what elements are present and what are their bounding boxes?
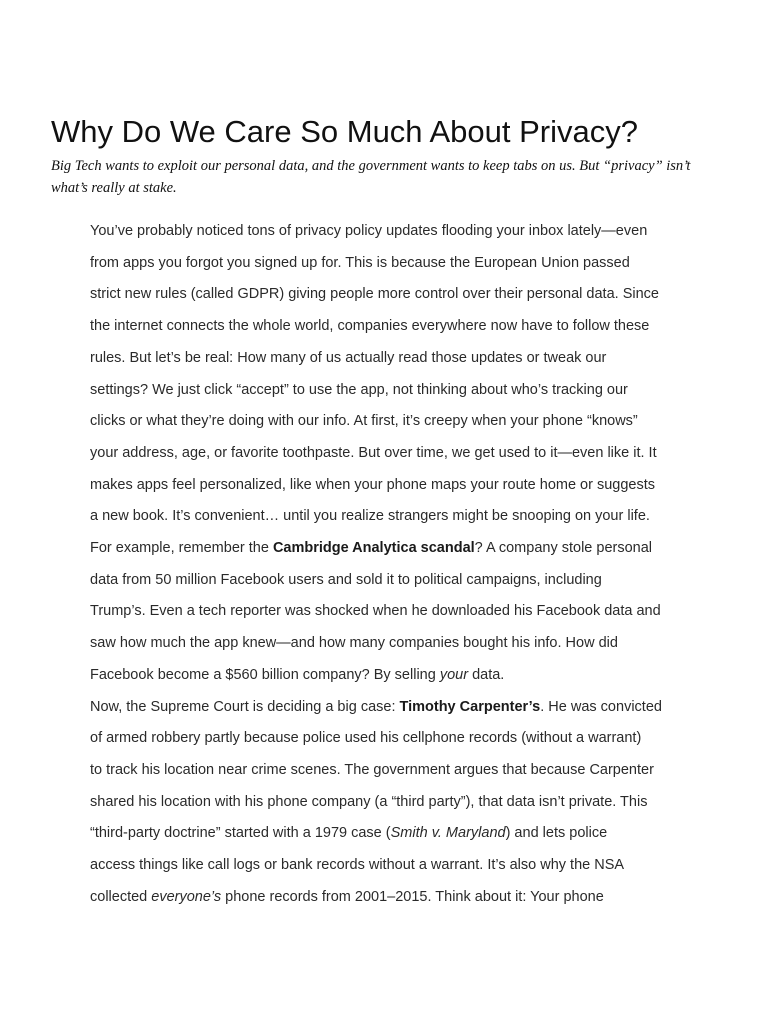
- body-line: rules. But let’s be real: How many of us actually read those updates or tweak our: [90, 349, 607, 366]
- body-text-segment: . He was convicted: [540, 698, 662, 715]
- body-text-segment: data.: [468, 666, 505, 683]
- body-text-segment: collected: [90, 888, 152, 905]
- timothy-carpenter-highlight: Timothy Carpenter’s: [399, 698, 541, 715]
- body-line: settings? We just click “accept” to use the app, not thinking about who’s tracking our: [90, 381, 628, 398]
- body-line: [90, 882, 690, 914]
- article-body: [90, 216, 690, 913]
- body-line: [90, 533, 690, 565]
- body-line: clicks or what they’re doing with our info. At first, it’s creepy when your phone “knows”: [90, 413, 638, 430]
- emphasis-everyones: everyone’s: [151, 888, 222, 905]
- body-line: saw how much the app knew—and how many companies bought his info. How did: [90, 635, 618, 652]
- body-line: [90, 660, 690, 692]
- body-line: strict new rules (called GDPR) giving people more control over their personal data. Since: [90, 286, 659, 303]
- body-text-segment: ? A company stole personal: [474, 540, 653, 557]
- body-line: a new book. It’s convenient… until you realize strangers might be snooping on your life.: [90, 508, 650, 525]
- body-line: [90, 692, 690, 724]
- body-text-segment: Now, the Supreme Court is deciding a big case:: [90, 698, 400, 715]
- body-line: makes apps feel personalized, like when your phone maps your route home or suggests: [90, 476, 656, 493]
- body-line: of armed robbery partly because police used his cellphone records (without a warrant): [90, 730, 642, 747]
- body-line: data from 50 million Facebook users and sold it to political campaigns, including: [90, 571, 602, 588]
- body-text-segment: ) and lets police: [505, 825, 608, 842]
- body-text-segment: For example, remember the: [90, 540, 273, 557]
- body-line: your address, age, or favorite toothpaste. But over time, we get used to it—even like it. It: [90, 444, 657, 461]
- body-text-segment: Facebook become a $560 billion company? By selling: [90, 666, 440, 683]
- body-text-segment: phone records from 2001–2015. Think about it: Your phone: [221, 888, 604, 905]
- article-title: Why Do We Care So Much About Privacy?: [51, 114, 638, 149]
- body-line: access things like call logs or bank records without a warrant. It’s also why the NSA: [90, 857, 625, 874]
- body-line: shared his location with his phone company (a “third party”), that data isn’t private. This: [90, 793, 648, 810]
- emphasis-your: your: [439, 666, 469, 683]
- body-text-segment: “third-party doctrine” started with a 1979 case (: [90, 825, 391, 842]
- case-name-smith-v-maryland: Smith v. Maryland: [390, 825, 506, 842]
- article-subtitle: Big Tech wants to exploit our personal data, and the government wants to keep tabs on us. But “privacy” isn’t what’s really at stake.: [51, 158, 691, 196]
- body-line: to track his location near crime scenes. The government argues that because Carpenter: [90, 761, 654, 778]
- body-line: Trump’s. Even a tech reporter was shocked when he downloaded his Facebook data and: [90, 603, 661, 620]
- cambridge-analytica-highlight: Cambridge Analytica scandal: [272, 540, 475, 557]
- body-line: the internet connects the whole world, companies everywhere now have to follow these: [90, 318, 650, 335]
- body-line: You’ve probably noticed tons of privacy policy updates flooding your inbox lately—even: [90, 223, 648, 239]
- body-line: [90, 818, 690, 850]
- body-line: from apps you forgot you signed up for. This is because the European Union passed: [90, 254, 630, 271]
